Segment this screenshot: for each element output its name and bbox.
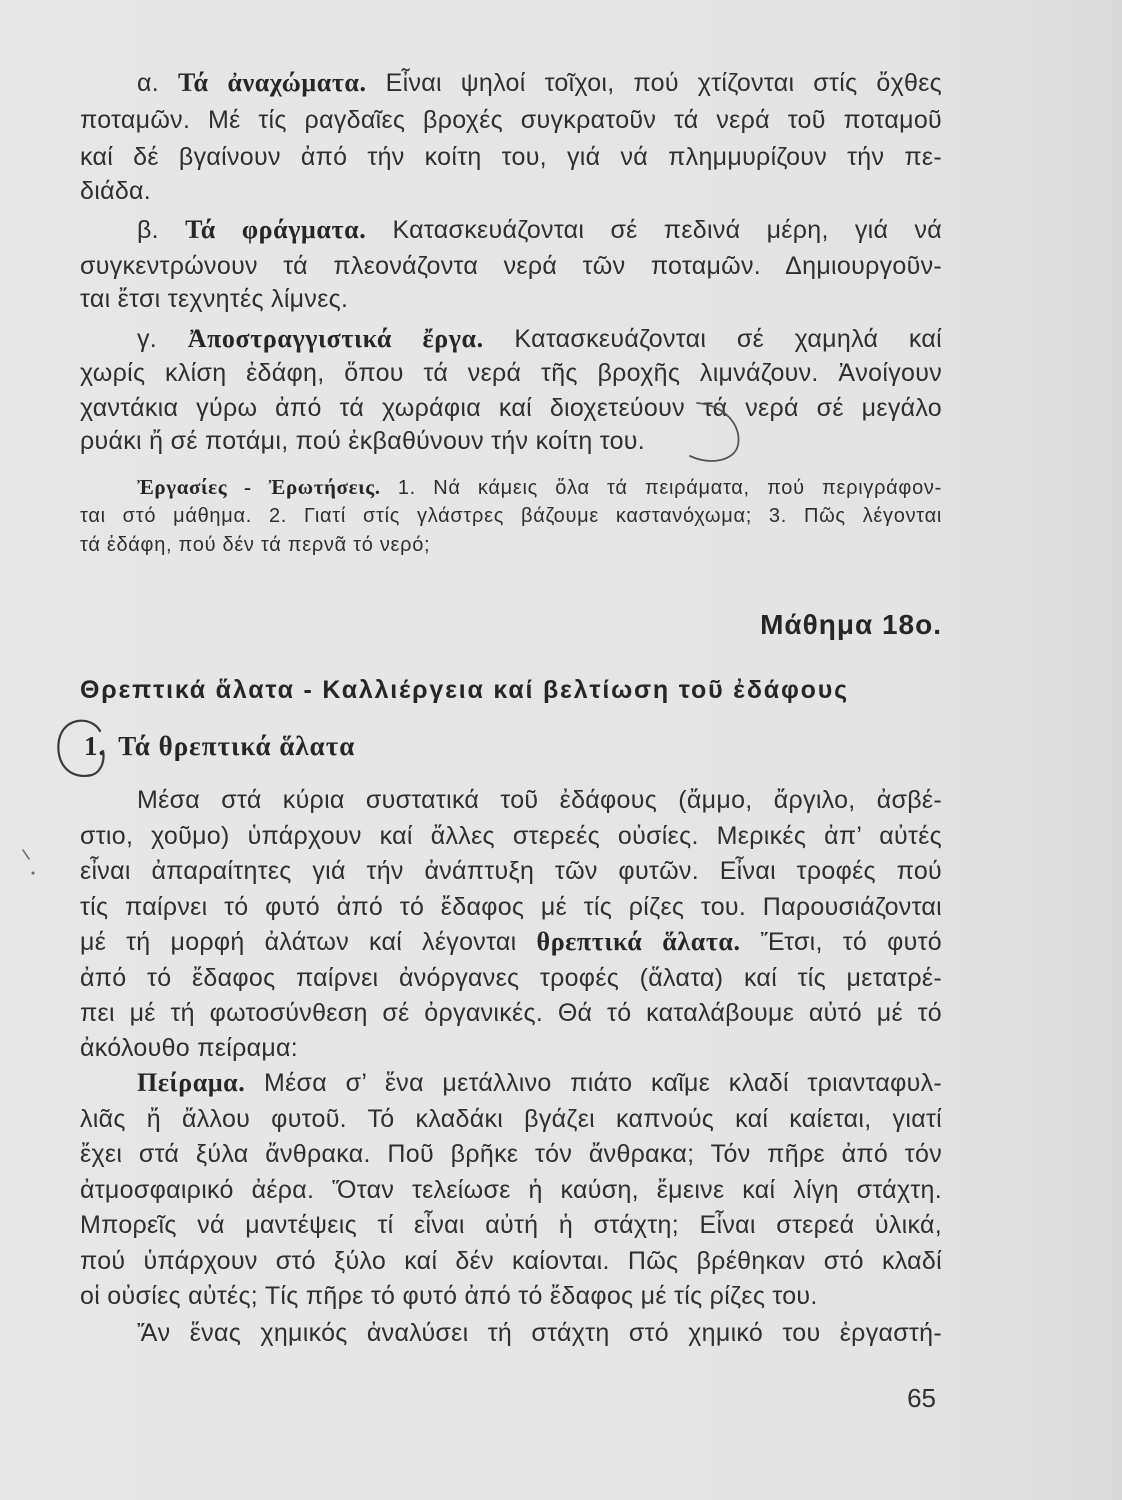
bold-term: Τά φράγματα.	[185, 215, 367, 244]
text-line: διάδα.	[80, 177, 152, 205]
text-line: ἀκόλουθο πείραμα:	[80, 1034, 299, 1062]
text-line: εἶναι ἀπαραίτητες γιά τήν ἀνάπτυξη τῶν φυτῶν. Εἶναι τροφές πού	[80, 857, 942, 885]
line-text: 1. Νά κάμεις ὅλα τά πειράματα, πού περιγράφον-	[397, 477, 942, 499]
item-marker: γ.	[137, 325, 158, 353]
text-line	[80, 924, 942, 960]
text-line: τίς παίρνει τό φυτό ἀπό τό ἔδαφος μέ τίς ρίζες του. Παρουσιάζονται	[80, 893, 942, 921]
text-line: καί δέ βγαίνουν ἀπό τήν κοίτη του, γιά νά πλημμυρίζουν τήν πε-	[80, 143, 942, 171]
section-title: Τά θρεπτικά ἅλατα	[118, 731, 356, 761]
text-line: οἱ οὐσίες αὐτές; Τίς πῆρε τό φυτό ἀπό τό ἔδαφος μέ τίς ρίζες του.	[80, 1282, 818, 1310]
text-line	[137, 65, 942, 101]
line-text: μέ τή μορφή ἀλάτων καί λέγονται	[80, 928, 517, 956]
exercises-line: ται στό μάθημα. 2. Γιατί στίς γλάστρες βάζουμε καστανόχωμα; 3. Πῶς λέγονται	[80, 505, 942, 527]
item-marker: β.	[137, 216, 159, 244]
line-text: Κατασκευάζονται σέ χαμηλά καί	[514, 325, 942, 353]
line-text: Ἔτσι, τό φυτό	[760, 928, 942, 956]
bold-term: Ἀποστραγγιστικά ἔργα.	[187, 324, 484, 353]
line-text: Εἶναι ψηλοί τοῖχοι, πού χτίζονται στίς ὄχθες	[385, 69, 942, 97]
text-line: ἔχει στά ξύλα ἄνθρακα. Ποῦ βρῆκε τόν ἄνθρακα; Τόν πῆρε ἀπό τόν	[80, 1140, 942, 1168]
text-line: χαντάκια γύρω ἀπό τά χωράφια καί διοχετεύουν τά νερά σέ μεγάλο	[80, 394, 942, 422]
exercises-line: τά ἐδάφη, πού δέν τά περνᾶ τό νερό;	[80, 534, 431, 556]
exercises-line	[137, 473, 942, 501]
text-line: Μέσα στά κύρια συστατικά τοῦ ἐδάφους (ἄμμο, ἄργιλο, ἀσβέ-	[137, 786, 942, 814]
page-number: 65	[907, 1383, 936, 1413]
section-heading	[84, 726, 584, 766]
text-line: χωρίς κλίση ἐδάφη, ὅπου τά νερά τῆς βροχῆς λιμνάζουν. Ἀνοίγουν	[80, 359, 942, 387]
text-line	[137, 321, 942, 357]
bold-term: Πείραμα.	[137, 1068, 246, 1097]
text-line: ποταμῶν. Μέ τίς ραγδαῖες βροχές συγκρατοῦν τά νερά τοῦ ποταμοῦ	[80, 106, 942, 134]
text-line: ἀπό τό ἔδαφος παίρνει ἀνόργανες τροφές (ἅλατα) καί τίς μετατρέ-	[80, 964, 942, 992]
lesson-title: Θρεπτικά ἅλατα - Καλλιέργεια καί βελτίωση τοῦ ἐδάφους	[80, 676, 849, 704]
text-line	[137, 212, 942, 248]
line-text: Κατασκευάζονται σέ πεδινά μέρη, γιά νά	[392, 216, 943, 244]
text-line: πει μέ τή φωτοσύνθεση σέ ὀργανικές. Θά τό καταλάβουμε αὐτό μέ τό	[80, 999, 942, 1027]
item-marker: α.	[137, 69, 159, 97]
section-number: 1.	[84, 731, 107, 761]
text-line: πού ὑπάρχουν στό ξύλο καί δέν καίονται. Πῶς βρέθηκαν στό κλαδί	[80, 1247, 942, 1275]
text-line: ρυάκι ἤ σέ ποτάμι, πού ἐκβαθύνουν τήν κοίτη του.	[80, 427, 646, 455]
bold-term: θρεπτικά ἅλατα.	[536, 927, 741, 956]
text-line: Ἄν ἕνας χημικός ἀναλύσει τή στάχτη στό χημικό του ἐργαστή-	[137, 1319, 942, 1347]
text-line: στιο, χοῦμο) ὑπάρχουν καί ἄλλες στερεές οὐσίες. Μερικές ἀπ’ αὐτές	[80, 822, 942, 850]
text-line: Μπορεῖς νά μαντέψεις τί εἶναι αὐτή ἡ στάχτη; Εἶναι στερεά ὑλικά,	[80, 1211, 942, 1239]
text-line: ται ἔτσι τεχνητές λίμνες.	[80, 285, 349, 313]
text-line: συγκεντρώνουν τά πλεονάζοντα νερά τῶν ποταμῶν. Δημιουργοῦν-	[80, 252, 942, 280]
text-line: ἀτμοσφαιρικό ἀέρα. Ὅταν τελείωσε ἡ καύση, ἔμεινε καί λίγη στάχτη.	[80, 1176, 942, 1204]
text-line	[137, 1065, 942, 1101]
bold-term: Τά ἀναχώματα.	[177, 68, 367, 97]
text-line: λιᾶς ἤ ἄλλου φυτοῦ. Τό κλαδάκι βγάζει καπνούς καί καίεται, γιατί	[80, 1105, 942, 1133]
exercises-heading: Ἐργασίες - Ἐρωτήσεις.	[137, 475, 381, 499]
lesson-label: Μάθημα 18ο.	[760, 609, 942, 640]
line-text: Μέσα σ’ ἕνα μετάλλινο πιάτο καῖμε κλαδί τριανταφυλ-	[263, 1069, 942, 1097]
